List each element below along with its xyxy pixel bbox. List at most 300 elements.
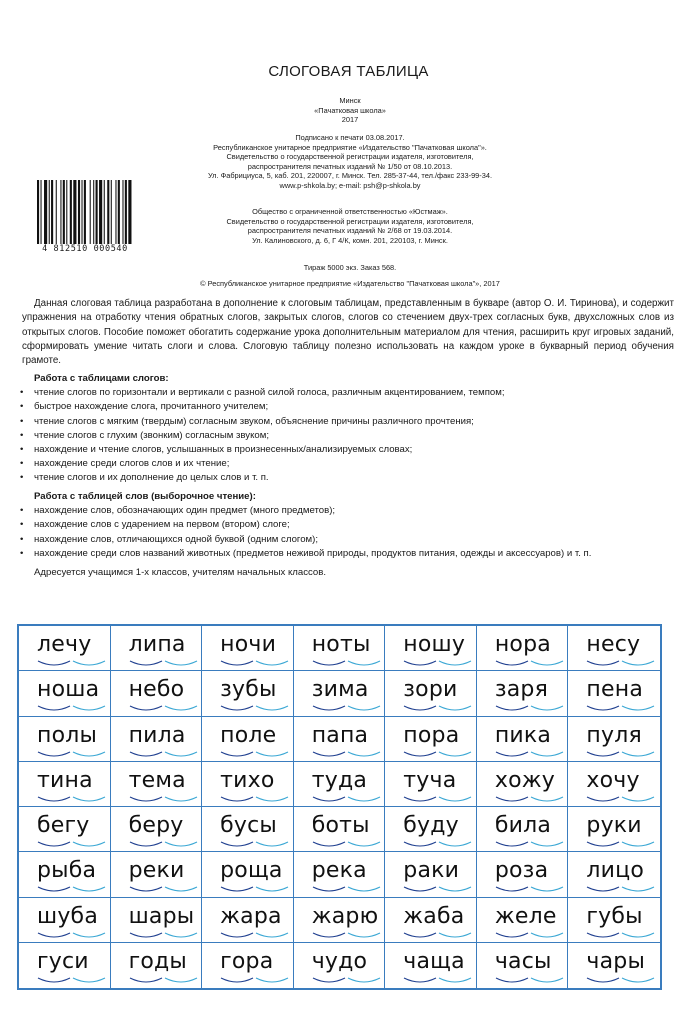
syllable-arcs	[220, 795, 300, 804]
word-text: лицо	[586, 858, 645, 884]
barcode-bar	[78, 180, 80, 244]
syllable-arc-second	[622, 933, 654, 937]
syllable-arc-first	[313, 706, 345, 710]
word-cell[interactable]	[202, 852, 294, 897]
word-cell[interactable]	[202, 671, 294, 716]
syllable-arcs	[403, 750, 483, 759]
word-text: жаба	[403, 903, 465, 929]
syllable-arcs	[586, 704, 666, 713]
word-cell[interactable]	[111, 807, 203, 852]
barcode-bar	[56, 180, 57, 244]
syllable-arc-second	[531, 661, 563, 665]
word-text: гора	[220, 948, 274, 974]
syllable-arcs	[37, 704, 117, 713]
word-cell[interactable]	[111, 762, 203, 807]
word-text: боты	[311, 813, 370, 838]
syllable-arc-first	[38, 842, 70, 846]
syllable-arc-second	[73, 797, 105, 801]
word-text: буду	[403, 813, 459, 838]
syllable-arcs	[129, 976, 209, 985]
syllable-arc-second	[348, 842, 380, 846]
syllable-arc-first	[221, 978, 253, 982]
syllable-arcs	[37, 931, 117, 940]
bullet-icon: •	[20, 458, 24, 470]
syllable-arcs	[403, 976, 483, 985]
syllable-arcs	[586, 750, 666, 759]
syllable-arc-first	[38, 887, 70, 891]
word-cell[interactable]	[477, 671, 569, 716]
syllable-arc-first	[130, 797, 162, 801]
word-text: зори	[403, 677, 458, 703]
word-text: река	[311, 858, 367, 884]
word-text: лечу	[37, 632, 92, 657]
syllable-arc-second	[531, 887, 563, 891]
syllable-arc-second	[439, 842, 471, 846]
intro-text: Данная слоговая таблица разработана в дополнение к слоговым таблицам, представленным в букваре (автор О. И. Тиринова), и содержит упражнения на отработку чтения обратных слогов, закрытых слогов, слогов со стечением двух-трех согласных букв, двухсложных слов из открытых слогов. Пособие поможет обогатить содержание урока дополнительным материалом для чтения, расширить круг игровых заданий, сформировать умение читать слоги и слова. Слоговую таблицу полезно использовать на каждом уроке в букварный период обучения грамоте.	[22, 298, 674, 367]
list-item	[20, 443, 680, 457]
list-item-text: нахождение слов, отличающихся одной буквой (одним слогом);	[34, 533, 318, 545]
syllable-arc-second	[439, 706, 471, 710]
word-cell[interactable]	[477, 898, 569, 943]
list-item-text: нахождение слов, обозначающих один предмет (много предметов);	[34, 505, 336, 517]
word-text: ночи	[220, 632, 277, 657]
word-cell[interactable]	[111, 717, 203, 762]
syllable-arc-second	[256, 797, 288, 801]
syllable-arc-first	[130, 887, 162, 891]
word-cell[interactable]	[294, 943, 386, 988]
syllable-arc-first	[38, 978, 70, 982]
word-text: ноша	[37, 677, 100, 703]
syllable-arcs	[129, 885, 209, 894]
syllable-arcs	[312, 885, 392, 894]
syllable-arc-first	[496, 887, 528, 891]
syllable-arc-second	[165, 887, 197, 891]
syllable-arc-first	[38, 797, 70, 801]
syllable-arcs	[403, 659, 483, 668]
syllable-arc-first	[221, 887, 253, 891]
bullet-icon: •	[20, 505, 24, 517]
imprint-line: распространителя печатных изданий № 2/68 от 19.03.2014.	[247, 226, 453, 236]
syllable-arcs	[37, 659, 117, 668]
word-text: чары	[586, 948, 646, 974]
syllable-arc-first	[496, 661, 528, 665]
word-cell[interactable]	[202, 762, 294, 807]
syllable-arc-first	[313, 842, 345, 846]
syllable-arcs	[403, 885, 483, 894]
syllable-arc-first	[313, 887, 345, 891]
syllable-arc-first	[496, 978, 528, 982]
word-cell[interactable]	[477, 717, 569, 762]
syllable-arc-first	[221, 933, 253, 937]
bullet-icon: •	[20, 519, 24, 531]
syllable-arc-second	[622, 752, 654, 756]
list-item	[20, 457, 680, 471]
bullet-icon: •	[20, 472, 24, 484]
syllable-arcs	[586, 659, 666, 668]
syllable-arc-first	[221, 752, 253, 756]
word-cell[interactable]	[202, 717, 294, 762]
barcode-bar	[111, 180, 112, 244]
syllable-arc-first	[130, 706, 162, 710]
syllable-arc-second	[256, 887, 288, 891]
word-cell[interactable]	[19, 671, 111, 716]
syllable-arcs	[495, 795, 575, 804]
syllable-arc-second	[531, 752, 563, 756]
bullet-icon: •	[20, 444, 24, 456]
syllable-arc-second	[348, 706, 380, 710]
barcode-bar	[60, 180, 61, 244]
audience-note: Адресуется учащимся 1-х классов, учителям начальных классов.	[34, 567, 327, 578]
word-cell[interactable]	[111, 898, 203, 943]
barcode-bar	[63, 180, 65, 244]
syllable-arc-second	[165, 978, 197, 982]
word-cell[interactable]	[202, 807, 294, 852]
word-cell[interactable]	[111, 671, 203, 716]
word-text: годы	[128, 948, 187, 974]
syllable-arc-second	[256, 706, 288, 710]
syllable-arc-first	[496, 933, 528, 937]
word-text: липа	[128, 632, 186, 657]
intro-paragraph	[22, 297, 674, 368]
word-cell[interactable]	[111, 943, 203, 988]
syllable-arcs	[129, 795, 209, 804]
syllable-arc-first	[313, 933, 345, 937]
syllable-arc-first	[313, 978, 345, 982]
barcode-bar	[115, 180, 116, 244]
syllable-arcs	[37, 840, 117, 849]
word-cell[interactable]	[19, 717, 111, 762]
word-cell[interactable]	[294, 717, 386, 762]
word-cell[interactable]	[385, 626, 477, 671]
word-text: пена	[586, 677, 644, 703]
imprint-line: Республиканское унитарное предприятие «Издательство "Пачатковая школа"».	[213, 142, 487, 152]
list-item	[20, 400, 680, 414]
list-item	[20, 547, 680, 561]
word-text: поле	[220, 722, 277, 748]
imprint-line: Подписано к печати 03.08.2017.	[295, 133, 405, 142]
word-cell[interactable]	[294, 762, 386, 807]
word-text: чудо	[311, 948, 368, 974]
barcode-bar	[73, 180, 76, 244]
barcode-bar	[41, 180, 42, 244]
syllable-arc-first	[130, 661, 162, 665]
list-item-text: нахождение слов с ударением на первом (втором) слоге;	[34, 519, 290, 531]
list-item	[20, 386, 680, 400]
word-text: губы	[586, 903, 643, 929]
word-cell[interactable]	[111, 626, 203, 671]
word-cell[interactable]	[477, 852, 569, 897]
word-text: тихо	[220, 767, 275, 793]
syllable-arc-second	[531, 797, 563, 801]
bullet-icon: •	[20, 533, 24, 545]
barcode-bars	[37, 180, 133, 244]
word-cell[interactable]	[19, 807, 111, 852]
syllable-arcs	[220, 931, 300, 940]
word-cell[interactable]	[568, 807, 660, 852]
imprint-line: Ул. Фабрициуса, 5, каб. 201, 220007, г. Минск. Тел. 285-37-44, тел./факс 233-99-34.	[207, 171, 493, 181]
list-item-text: чтение слогов и их дополнение до целых слов и т. п.	[34, 472, 269, 484]
syllables-heading: Работа с таблицами слогов:	[34, 373, 169, 384]
word-cell[interactable]	[568, 898, 660, 943]
word-cell[interactable]	[19, 626, 111, 671]
word-text: роща	[220, 858, 283, 884]
imprint-line: распространителя печатных изданий № 1/50 от 08.10.2013.	[247, 161, 453, 171]
word-text: реки	[128, 858, 185, 884]
syllable-arcs	[586, 885, 666, 894]
barcode-bar	[125, 180, 127, 244]
syllable-arc-second	[439, 661, 471, 665]
word-cell[interactable]	[19, 762, 111, 807]
word-cell[interactable]	[568, 943, 660, 988]
syllables-section	[20, 372, 680, 486]
syllable-arcs	[495, 659, 575, 668]
syllable-arcs	[312, 750, 392, 759]
syllable-arc-first	[587, 706, 619, 710]
word-cell[interactable]	[568, 762, 660, 807]
syllable-arc-second	[348, 797, 380, 801]
page-title: СЛОГОВАЯ ТАБЛИЦА	[268, 63, 429, 80]
syllable-arc-first	[587, 842, 619, 846]
syllable-arcs	[129, 750, 209, 759]
word-text: пуля	[586, 722, 642, 748]
list-item-text: чтение слогов с глухим (звонким) согласным звуком;	[34, 429, 269, 441]
word-cell[interactable]	[19, 852, 111, 897]
syllable-arcs	[129, 931, 209, 940]
syllable-arc-second	[439, 797, 471, 801]
word-cell[interactable]	[202, 898, 294, 943]
syllable-arcs	[129, 840, 209, 849]
word-text: зима	[311, 677, 369, 703]
barcode	[37, 180, 133, 256]
word-text: туда	[311, 767, 368, 793]
word-text: небо	[128, 677, 185, 703]
syllable-arc-second	[256, 661, 288, 665]
word-cell[interactable]	[111, 852, 203, 897]
syllable-arc-first	[313, 752, 345, 756]
syllable-arcs	[312, 795, 392, 804]
list-item-text: чтение слогов по горизонтали и вертикали с разной силой голоса, различным акцентированием, темпом;	[34, 387, 505, 399]
syllable-arc-second	[348, 887, 380, 891]
syllable-arc-first	[404, 842, 436, 846]
syllable-arc-second	[348, 661, 380, 665]
bullet-icon: •	[20, 401, 24, 413]
syllable-arc-second	[622, 661, 654, 665]
syllable-arc-second	[622, 797, 654, 801]
word-cell[interactable]	[385, 671, 477, 716]
syllable-arcs	[403, 795, 483, 804]
word-cell[interactable]	[568, 626, 660, 671]
word-cell[interactable]	[385, 898, 477, 943]
syllable-arc-second	[439, 887, 471, 891]
syllable-arc-second	[439, 752, 471, 756]
imprint-publisher	[150, 133, 550, 191]
syllable-arcs	[586, 931, 666, 940]
word-cell[interactable]	[294, 852, 386, 897]
word-cell[interactable]	[385, 807, 477, 852]
syllable-arc-first	[38, 706, 70, 710]
barcode-bar	[128, 180, 131, 244]
word-grid	[19, 626, 660, 988]
syllable-arc-second	[348, 933, 380, 937]
list-item-text: нахождение среди слогов слов и их чтение;	[34, 458, 230, 470]
imprint-line: 2017	[341, 115, 359, 125]
barcode-bar	[51, 180, 53, 244]
syllable-arc-first	[130, 933, 162, 937]
imprint-line: Минск	[339, 96, 361, 105]
word-cell[interactable]	[568, 852, 660, 897]
word-text: била	[494, 813, 552, 838]
syllable-arcs	[495, 885, 575, 894]
word-cell[interactable]	[385, 717, 477, 762]
barcode-bar	[70, 180, 72, 244]
imprint-line: Свидетельство о государственной регистрации издателя, изготовителя,	[226, 152, 474, 162]
syllable-arc-first	[496, 752, 528, 756]
word-cell[interactable]	[385, 943, 477, 988]
word-cell[interactable]	[477, 762, 569, 807]
syllable-arc-first	[313, 797, 345, 801]
barcode-bar	[66, 180, 67, 244]
barcode-bar	[107, 180, 109, 244]
word-text: ноты	[311, 632, 371, 657]
word-text: хожу	[494, 767, 555, 793]
list-item	[20, 471, 680, 485]
syllable-arc-second	[73, 752, 105, 756]
syllable-arcs	[495, 840, 575, 849]
syllable-arc-first	[313, 661, 345, 665]
syllable-arc-second	[165, 752, 197, 756]
syllable-arc-second	[622, 706, 654, 710]
word-cell[interactable]	[477, 807, 569, 852]
word-cell[interactable]	[202, 626, 294, 671]
word-text: туча	[403, 767, 457, 793]
imprint-line: Общество с ограниченной ответственностью «Юстмаж».	[252, 207, 448, 216]
syllable-arc-first	[404, 978, 436, 982]
syllable-arc-first	[587, 933, 619, 937]
words-list	[20, 504, 680, 561]
word-cell[interactable]	[294, 626, 386, 671]
syllable-arcs	[312, 704, 392, 713]
barcode-bar	[37, 180, 39, 244]
word-cell[interactable]	[477, 626, 569, 671]
words-section	[20, 490, 680, 561]
word-cell[interactable]	[202, 943, 294, 988]
word-text: жарю	[311, 903, 379, 929]
syllables-list	[20, 386, 680, 485]
syllable-arc-second	[439, 933, 471, 937]
syllable-arcs	[37, 795, 117, 804]
barcode-bar	[104, 180, 105, 244]
words-heading: Работа с таблицей слов (выборочное чтение):	[34, 491, 256, 502]
word-text: хочу	[586, 767, 640, 793]
syllable-arc-first	[496, 797, 528, 801]
list-item	[20, 533, 680, 547]
syllable-arcs	[220, 840, 300, 849]
syllable-arc-second	[256, 978, 288, 982]
syllable-arc-first	[587, 797, 619, 801]
word-text: чаща	[403, 948, 465, 974]
barcode-bar	[122, 180, 123, 244]
syllable-arc-first	[221, 661, 253, 665]
word-cell[interactable]	[568, 671, 660, 716]
word-text: беру	[128, 813, 184, 838]
word-text: ношу	[403, 632, 466, 657]
word-text: несу	[586, 632, 641, 657]
barcode-bar	[90, 180, 91, 244]
word-cell[interactable]	[19, 943, 111, 988]
word-text: гуси	[37, 948, 89, 974]
syllable-arcs	[312, 976, 392, 985]
syllable-arc-second	[622, 887, 654, 891]
word-text: руки	[586, 813, 642, 838]
syllable-arc-first	[404, 797, 436, 801]
word-cell[interactable]	[477, 943, 569, 988]
syllable-arc-first	[404, 887, 436, 891]
syllable-arc-second	[348, 978, 380, 982]
syllable-arcs	[312, 931, 392, 940]
imprint-line: «Пачатковая школа»	[314, 105, 386, 115]
syllable-arc-first	[221, 706, 253, 710]
word-cell[interactable]	[294, 807, 386, 852]
syllable-arc-first	[587, 887, 619, 891]
word-cell[interactable]	[294, 671, 386, 716]
syllable-arc-first	[587, 978, 619, 982]
barcode-bar	[93, 180, 94, 244]
syllable-arc-second	[73, 978, 105, 982]
list-item	[20, 504, 680, 518]
syllable-arc-second	[531, 706, 563, 710]
syllable-arcs	[37, 885, 117, 894]
word-cell[interactable]	[568, 717, 660, 762]
word-text: часы	[494, 948, 552, 974]
word-text: рыба	[37, 858, 97, 884]
syllable-arc-second	[165, 706, 197, 710]
word-cell[interactable]	[294, 898, 386, 943]
word-cell[interactable]	[385, 852, 477, 897]
syllable-arc-first	[38, 752, 70, 756]
list-item-text: быстрое нахождение слога, прочитанного учителем;	[34, 401, 269, 413]
syllable-arc-second	[73, 706, 105, 710]
syllable-arcs	[495, 931, 575, 940]
list-item-text: нахождение среди слов названий животных (предметов неживой природы, продуктов питания, одежды и аксессуаров) и т. п.	[34, 547, 592, 559]
word-cell[interactable]	[19, 898, 111, 943]
imprint-city	[150, 96, 550, 125]
syllable-arc-second	[73, 933, 105, 937]
barcode-bar	[84, 180, 86, 244]
syllable-arc-second	[165, 797, 197, 801]
syllable-arc-second	[73, 887, 105, 891]
imprint-copyright: © Республиканское унитарное предприятие «Издательство "Пачатковая школа"», 2017	[200, 279, 500, 288]
word-text: заря	[494, 677, 549, 703]
syllable-arc-second	[531, 933, 563, 937]
bullet-icon: •	[20, 415, 24, 427]
syllable-arc-first	[496, 706, 528, 710]
imprint-run: Тираж 5000 экз. Заказ 568.	[303, 263, 397, 272]
syllable-arcs	[37, 976, 117, 985]
word-cell[interactable]	[385, 762, 477, 807]
bullet-icon: •	[20, 387, 24, 399]
imprint-line: Ул. Калиновского, д. 6, Г 4/К, комн. 201, 220103, г. Минск.	[252, 235, 448, 245]
syllable-arc-second	[256, 842, 288, 846]
syllable-arcs	[495, 704, 575, 713]
imprint-printer	[150, 207, 550, 245]
syllable-arc-second	[165, 933, 197, 937]
syllable-arcs	[312, 840, 392, 849]
barcode-bar	[81, 180, 82, 244]
word-text: полы	[37, 722, 98, 748]
syllable-arcs	[586, 976, 666, 985]
syllable-arc-first	[221, 797, 253, 801]
syllable-arc-second	[439, 978, 471, 982]
